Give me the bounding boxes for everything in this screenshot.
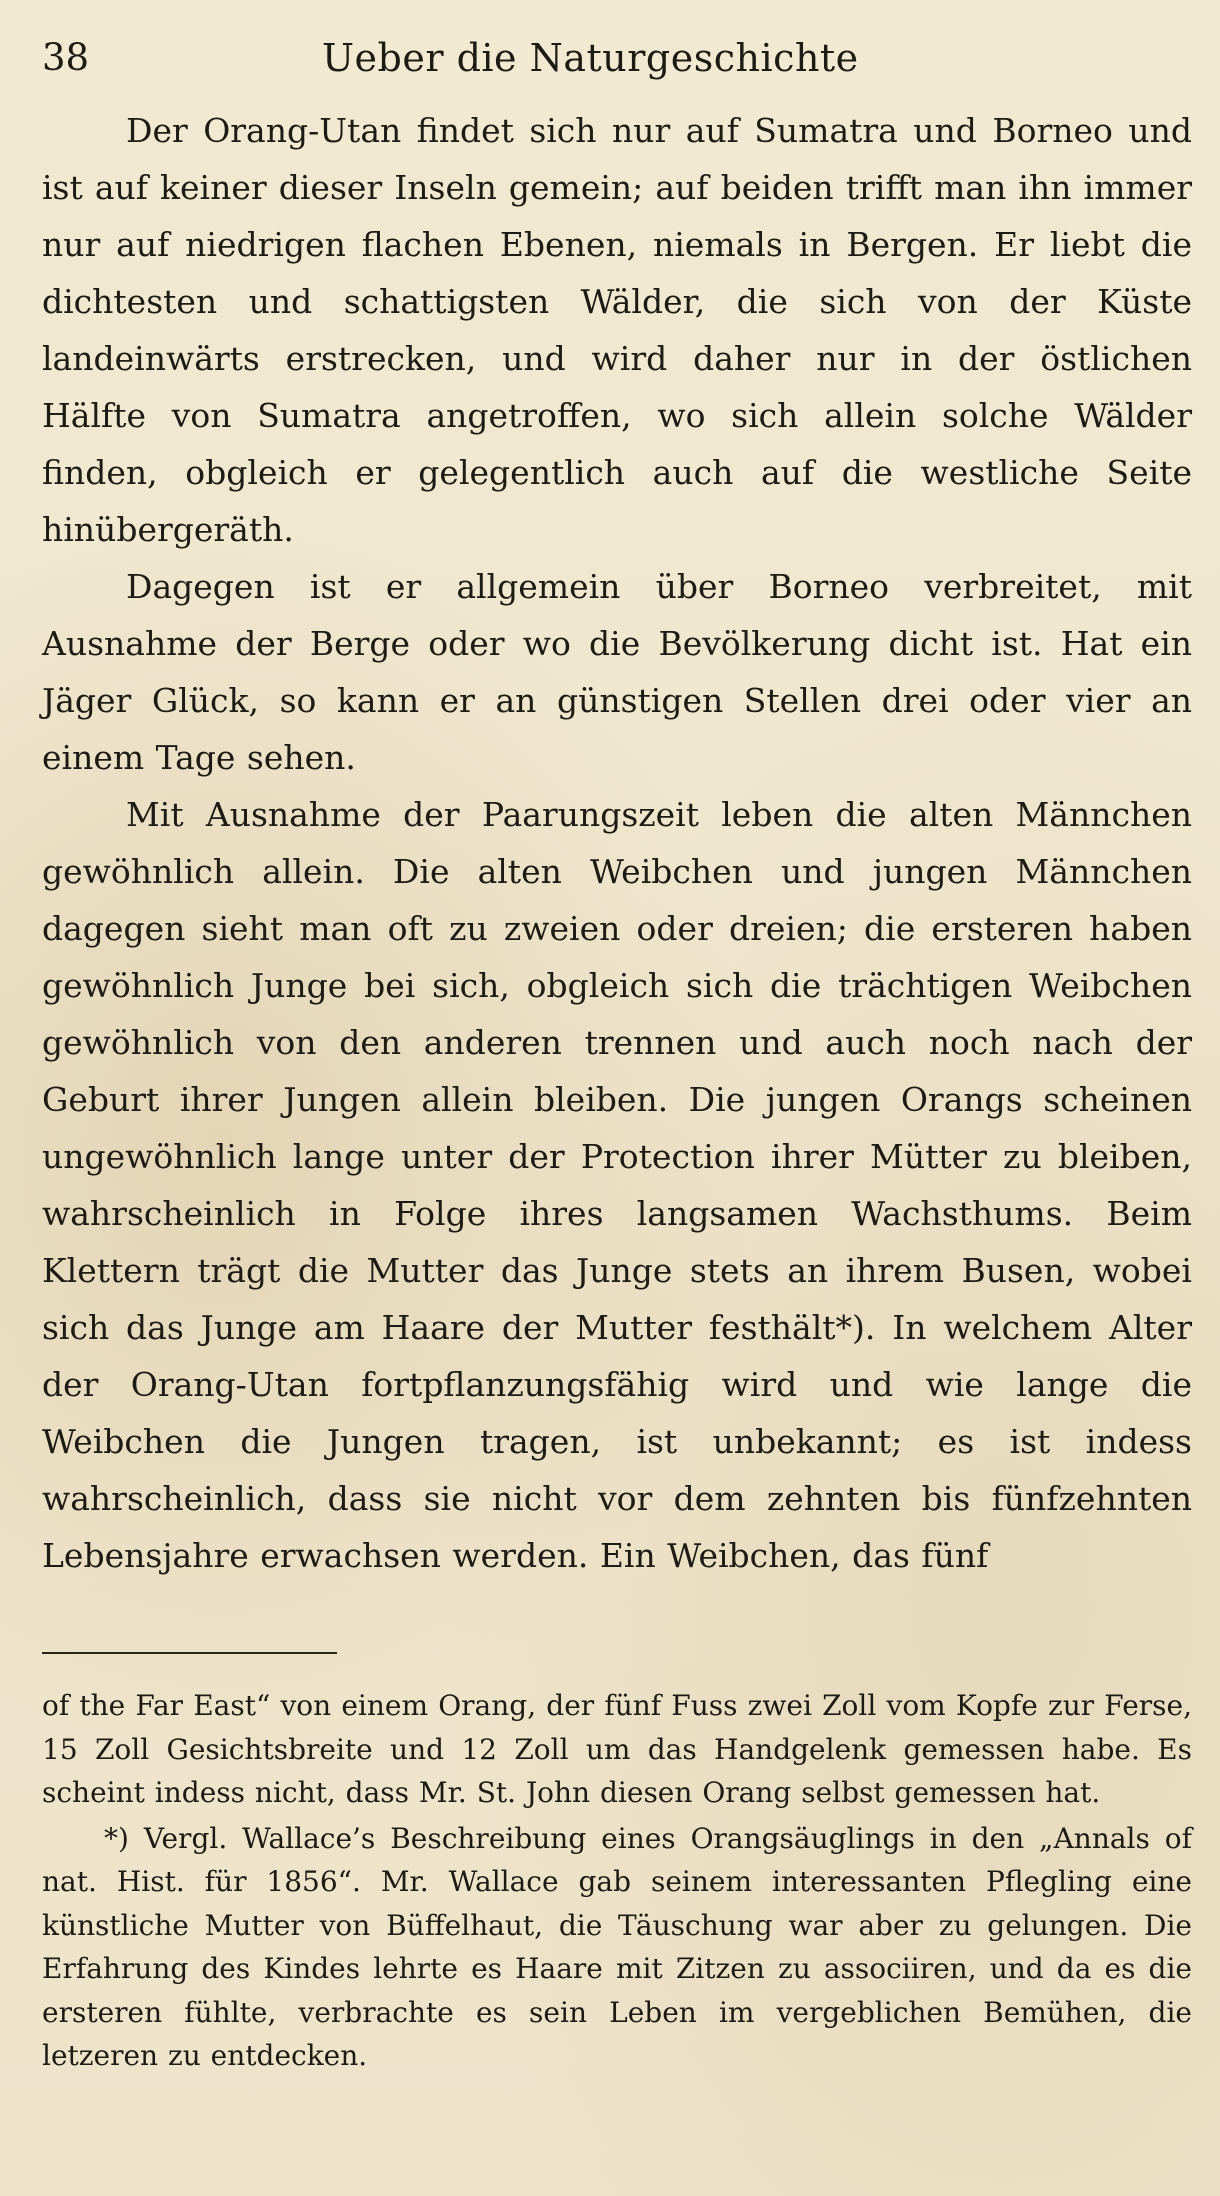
page-header (42, 30, 1192, 86)
running-head: Ueber die Naturgeschichte (322, 36, 859, 80)
footnote: *) Vergl. Wallace’s Beschreibung eines Orangsäuglings in den „Annals of nat. Hist. für 1856“. Mr. Wallace gab seinem interessanten Pflegling eine künstliche Mutter von Büffelhaut, die Täuschung war aber zu gelungen. Die Erfahrung des Kindes lehrte es Haare mit Zitzen zu associiren, und da es die ersteren fühlte, verbrachte es sein Leben im vergeblichen Bemühen, die letzeren zu entdecken. (42, 1821, 1192, 2072)
paragraph: Mit Ausnahme der Paarungszeit leben die alten Männchen gewöhnlich allein. Die alten Weibchen und jungen Männchen dagegen sieht man oft zu zweien oder dreien; die ersteren haben gewöhnlich Junge bei sich, obgleich sich die trächtigen Weibchen gewöhnlich von den anderen trennen und auch noch nach der Geburt ihrer Jungen allein bleiben. Die jungen Orangs scheinen ungewöhnlich lange unter der Protection ihrer Mütter zu bleiben, wahrscheinlich in Folge ihres langsamen Wachsthums. Beim Klettern trägt die Mutter das Junge stets an ihrem Busen, wobei sich das Junge am Haare der Mutter festhält*). In welchem Alter der Orang-Utan fortpflanzungsfähig wird und wie lange die Weibchen die Jungen tragen, ist unbekannt; es ist indess wahrscheinlich, dass sie nicht vor dem zehnten bis fünfzehnten Lebensjahre erwachsen werden. Ein Weibchen, das fünf (42, 795, 1192, 1575)
page-number: 38 (42, 36, 90, 79)
paragraph: Dagegen ist er allgemein über Borneo verbreitet, mit Ausnahme der Berge oder wo die Bevölkerung dicht ist. Hat ein Jäger Glück, so kann er an günstigen Stellen drei oder vier an einem Tage sehen. (42, 567, 1192, 777)
paragraph: Der Orang-Utan findet sich nur auf Sumatra und Borneo und ist auf keiner dieser Inseln gemein; auf beiden trifft man ihn immer nur auf niedrigen flachen Ebenen, niemals in Bergen. Er liebt die dichtesten und schattigsten Wälder, die sich von der Küste landeinwärts erstrecken, und wird daher nur in der östlichen Hälfte von Sumatra angetroffen, wo sich allein solche Wälder finden, obgleich er gelegentlich auch auf die westliche Seite hinübergeräth. (42, 111, 1192, 549)
main-text (42, 102, 1192, 1584)
footnote-rule (42, 1652, 337, 1654)
footnote-continuation: of the Far East“ von einem Orang, der fünf Fuss zwei Zoll vom Kopfe zur Ferse, 15 Zoll Gesichtsbreite und 12 Zoll um das Handgelenk gemessen habe. Es scheint indess nicht, dass Mr. St. John diesen Orang selbst gemessen hat. (42, 1689, 1192, 1809)
footnotes (42, 1684, 1192, 2078)
